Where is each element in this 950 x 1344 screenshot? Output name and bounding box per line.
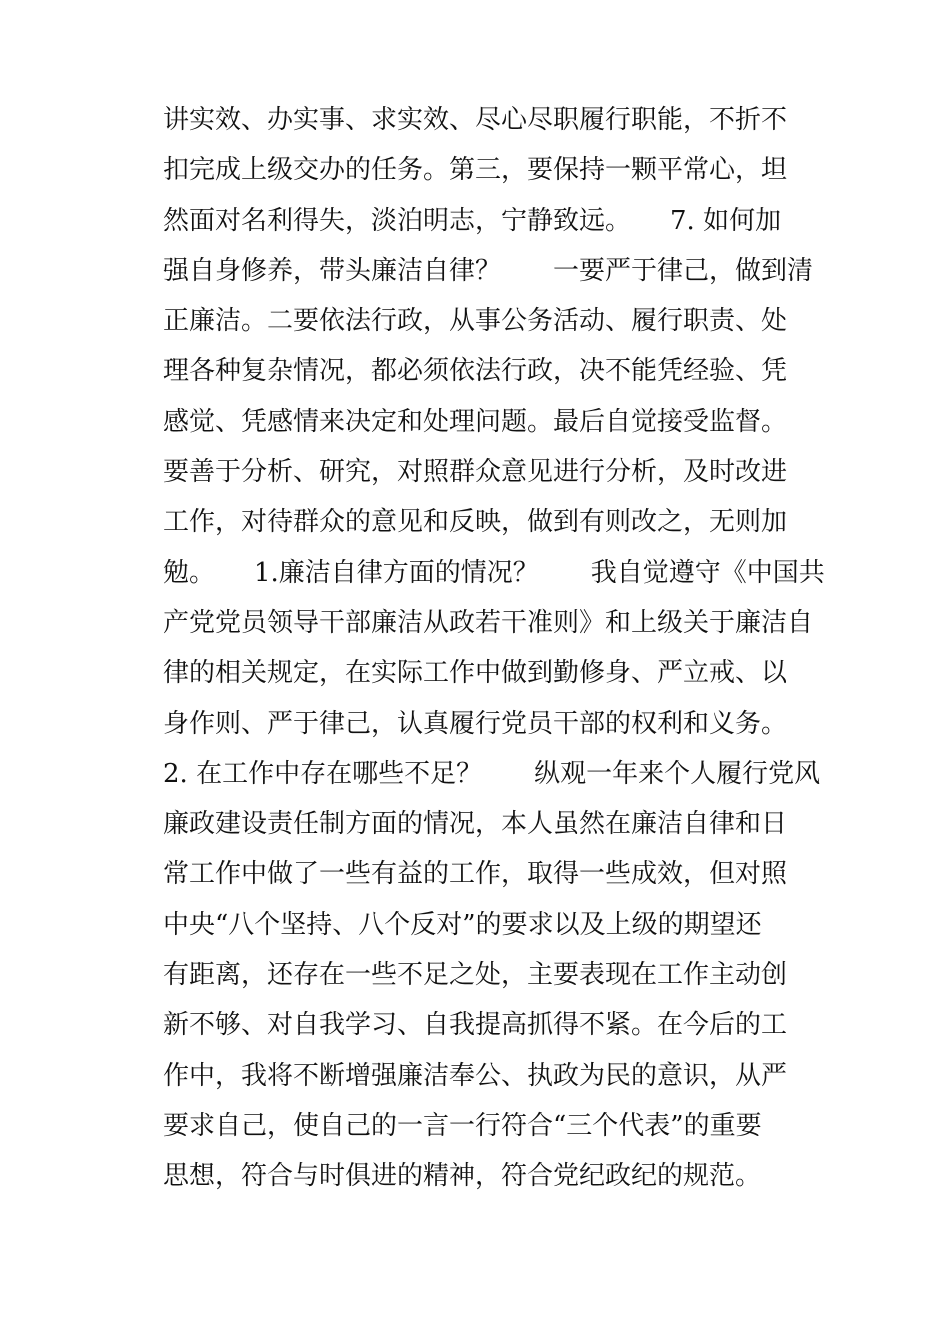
text-line-4: 强自身修养，带头廉洁自律？ 一要严于律己，做到清 — [163, 255, 814, 286]
text-line-20: 作中，我将不断增强廉洁奉公、执政为民的意识，从严 — [163, 1060, 788, 1091]
text-line-16: 常工作中做了一些有益的工作，取得一些成效，但对照 — [163, 859, 788, 890]
text-line-13: 身作则、严于律己，认真履行党员干部的权利和义务。 — [163, 708, 788, 739]
text-line-14: 2. 在工作中存在哪些不足？ 纵观一年来个人履行党风 — [163, 758, 821, 789]
text-line-6: 理各种复杂情况，都必须依法行政，决不能凭经验、凭 — [163, 356, 788, 387]
text-line-7: 感觉、凭感情来决定和处理问题。最后自觉接受监督。 — [163, 406, 788, 437]
text-line-17: 中央“八个坚持、八个反对”的要求以及上级的期望还 — [163, 909, 762, 940]
text-line-15: 廉政建设责任制方面的情况，本人虽然在廉洁自律和日 — [163, 809, 788, 840]
text-line-10: 勉。 1.廉洁自律方面的情况？ 我自觉遵守《中国共 — [163, 557, 825, 588]
text-line-3: 然面对名利得失，淡泊明志，宁静致远。 7. 如何加 — [163, 205, 782, 236]
text-line-11: 产党党员领导干部廉洁从政若干准则》和上级关于廉洁自 — [163, 607, 814, 638]
text-line-21: 要求自己，使自己的一言一行符合“三个代表”的重要 — [163, 1110, 762, 1141]
text-line-2: 扣完成上级交办的任务。第三，要保持一颗平常心，坦 — [163, 155, 788, 186]
text-line-9: 工作，对待群众的意见和反映，做到有则改之，无则加 — [163, 507, 788, 538]
text-line-12: 律的相关规定，在实际工作中做到勤修身、严立戒、以 — [163, 658, 788, 689]
text-line-22: 思想，符合与时俱进的精神，符合党纪政纪的规范。 — [163, 1161, 762, 1192]
text-line-1: 讲实效、办实事、求实效、尽心尽职履行职能，不折不 — [163, 105, 788, 135]
text-line-19: 新不够、对自我学习、自我提高抓得不紧。在今后的工 — [163, 1010, 788, 1041]
text-line-18: 有距离，还存在一些不足之处，主要表现在工作主动创 — [163, 960, 788, 991]
text-line-5: 正廉洁。二要依法行政，从事公务活动、履行职责、处 — [163, 306, 788, 337]
text-line-8: 要善于分析、研究，对照群众意见进行分析，及时改进 — [163, 457, 788, 488]
body-text — [163, 95, 825, 1202]
